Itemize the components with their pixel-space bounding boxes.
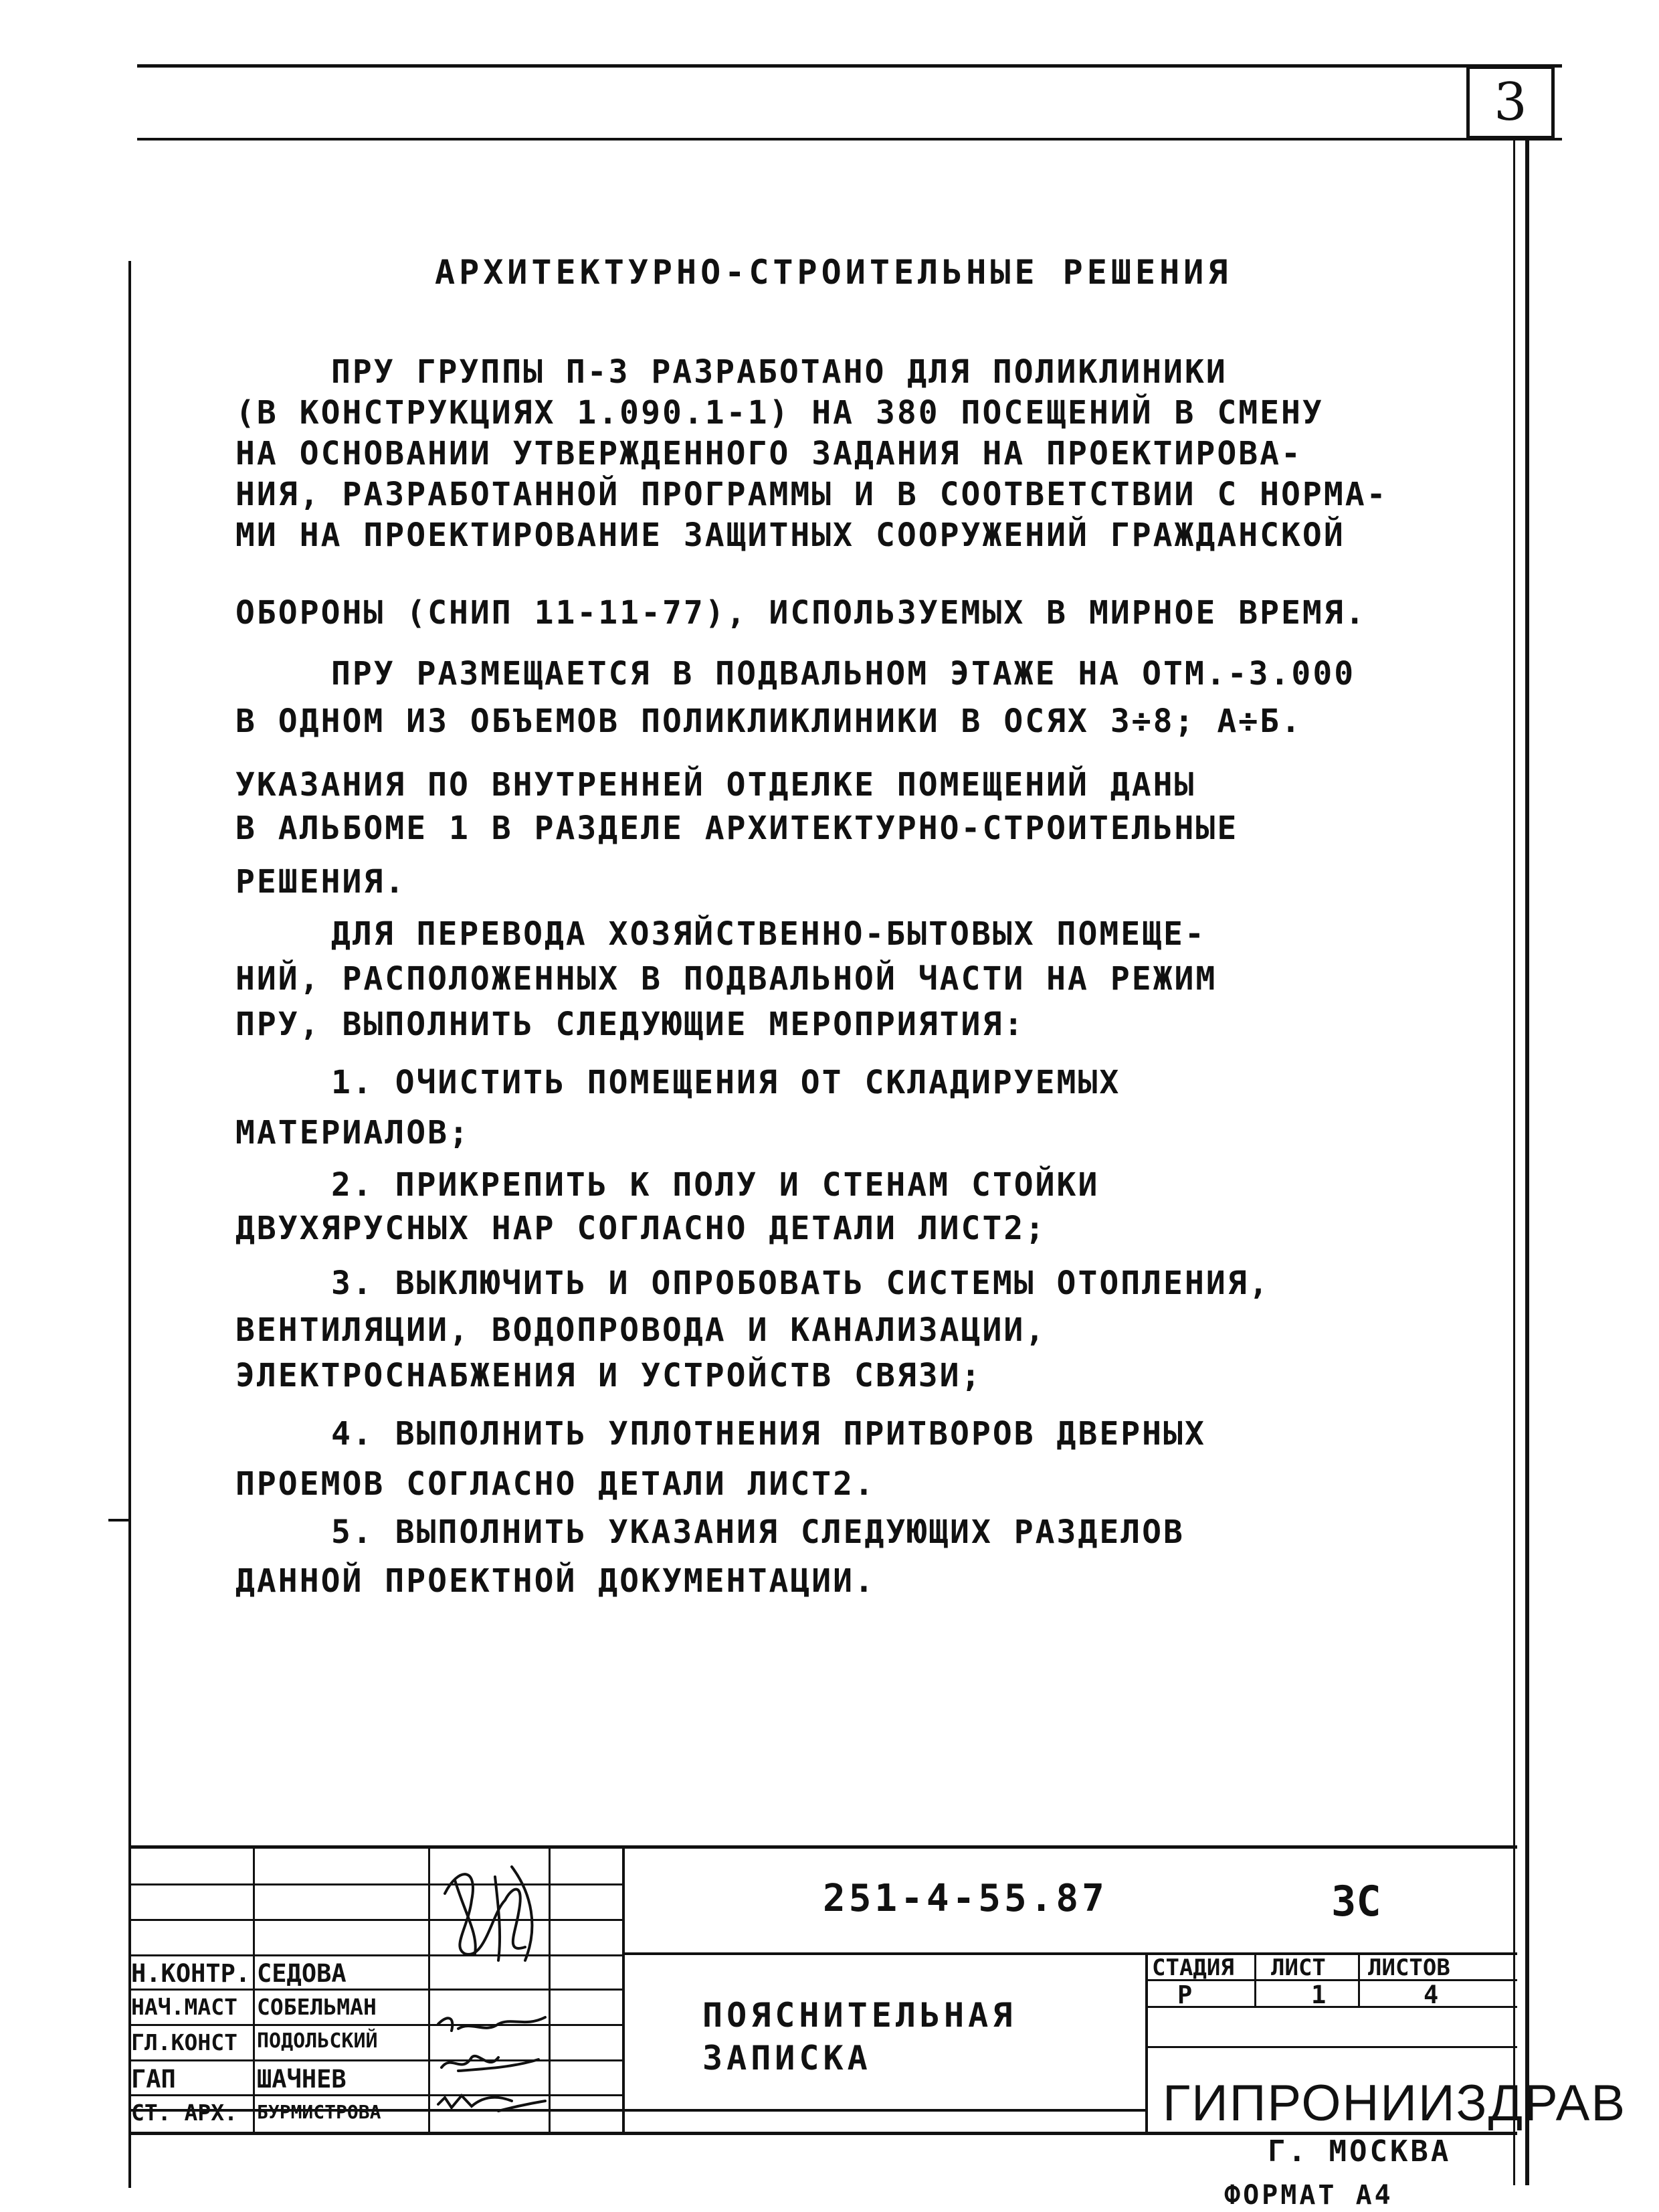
body-line: ПРОЕМОВ СОГЛАСНО ДЕТАЛИ ЛИСТ2.	[235, 1465, 876, 1503]
left-border	[128, 261, 131, 2188]
body-line: (В КОНСТРУКЦИЯХ 1.090.1-1) НА 380 ПОСЕЩЕНИЙ В СМЕНУ	[235, 394, 1324, 432]
body-line: 4. ВЫПОЛНИТЬ УПЛОТНЕНИЯ ПРИТВОРОВ ДВЕРНЫХ	[331, 1415, 1206, 1453]
body-line: ВЕНТИЛЯЦИИ, ВОДОПРОВОДА И КАНАЛИЗАЦИИ,	[235, 1311, 1047, 1349]
right-border-inner	[1513, 138, 1515, 2185]
body-line: НИЙ, РАСПОЛОЖЕННЫХ В ПОДВАЛЬНОЙ ЧАСТИ НА РЕЖИМ	[235, 960, 1217, 998]
stamp-name: СЕДОВА	[257, 1959, 347, 1988]
organization-name: ГИПРОНИИЗДРАВ	[1163, 2075, 1627, 2132]
body-line: 5. ВЫПОЛНИТЬ УКАЗАНИЯ СЛЕДУЮЩИХ РАЗДЕЛОВ	[331, 1513, 1185, 1551]
signature-burmistrova	[438, 2096, 545, 2111]
signature-sobelman	[455, 1867, 532, 1960]
body-line: ПРУ ГРУППЫ П-3 РАЗРАБОТАНО ДЛЯ ПОЛИКЛИНИКИ	[331, 353, 1228, 391]
stamp-role: Н.КОНТР.	[131, 1959, 251, 1988]
stamp-name: БУРМИСТРОВА	[257, 2101, 381, 2123]
body-line: НИЯ, РАЗРАБОТАННОЙ ПРОГРАММЫ И В СООТВЕТСТВИИ С НОРМА-	[235, 476, 1388, 513]
body-line: УКАЗАНИЯ ПО ВНУТРЕННЕЙ ОТДЕЛКЕ ПОМЕЩЕНИЙ ДАНЫ	[235, 766, 1196, 804]
body-line: 1. ОЧИСТИТЬ ПОМЕЩЕНИЯ ОТ СКЛАДИРУЕМЫХ	[331, 1064, 1121, 1101]
top-rule	[137, 64, 1562, 68]
body-line: ПРУ РАЗМЕЩАЕТСЯ В ПОДВАЛЬНОМ ЭТАЖЕ НА ОТМ.-3.000	[331, 655, 1356, 693]
document-type: ПОЯСНИТЕЛЬНАЯ ЗАПИСКА	[702, 1996, 1017, 2078]
stamp-name: ШАЧНЕВ	[257, 2065, 347, 2094]
sheets-value: 4	[1424, 1980, 1439, 2009]
stamp-role: ГАП	[131, 2065, 176, 2094]
body-line: МИ НА ПРОЕКТИРОВАНИЕ ЗАЩИТНЫХ СООРУЖЕНИЙ ГРАЖДАНСКОЙ	[235, 517, 1345, 554]
body-line: РЕШЕНИЯ.	[235, 863, 407, 901]
body-line: 3. ВЫКЛЮЧИТЬ И ОПРОБОВАТЬ СИСТЕМЫ ОТОПЛЕНИЯ,	[331, 1265, 1270, 1302]
stamp-role: ГЛ.КОНСТ	[131, 2029, 237, 2055]
document-code: 251-4-55.87	[823, 1877, 1108, 1920]
body-line: МАТЕРИАЛОВ;	[235, 1114, 470, 1151]
body-line: ПРУ, ВЫПОЛНИТЬ СЛЕДУЮЩИЕ МЕРОПРИЯТИЯ:	[235, 1006, 1026, 1043]
signatures	[431, 1853, 552, 2128]
body-line: В АЛЬБОМЕ 1 В РАЗДЕЛЕ АРХИТЕКТУРНО-СТРОИТЕЛЬНЫЕ	[235, 810, 1239, 847]
city: Г. МОСКВА	[1268, 2134, 1452, 2169]
stamp-name: ПОДОЛЬСКИЙ	[257, 2029, 378, 2053]
body-line: 2. ПРИКРЕПИТЬ К ПОЛУ И СТЕНАМ СТОЙКИ	[331, 1166, 1100, 1204]
body-line: В ОДНОМ ИЗ ОБЪЕМОВ ПОЛИКЛИКЛИНИКИ В ОСЯХ 3÷8; А÷Б.	[235, 703, 1302, 740]
sheet-value: 1	[1311, 1980, 1327, 2009]
stage-header: СТАДИЯ	[1152, 1954, 1234, 1981]
body-line: ДЛЯ ПЕРЕВОДА ХОЗЯЙСТВЕННО-БЫТОВЫХ ПОМЕЩЕ-	[331, 915, 1206, 953]
format-label: ФОРМАТ А4	[1224, 2180, 1393, 2211]
body-line: ДВУХЯРУСНЫХ НАР СОГЛАСНО ДЕТАЛИ ЛИСТ2;	[235, 1210, 1047, 1247]
stamp-role: НАЧ.МАСТ	[131, 1994, 237, 2020]
header-rule	[137, 138, 1562, 141]
stamp-role: СТ. АРХ.	[131, 2100, 237, 2126]
signature-shachnev	[442, 2056, 539, 2071]
body-line: ДАННОЙ ПРОЕКТНОЙ ДОКУМЕНТАЦИИ.	[235, 1562, 876, 1600]
sheets-header: ЛИСТОВ	[1368, 1954, 1450, 1981]
sheet-header: ЛИСТ	[1271, 1954, 1326, 1981]
page-number: 3	[1466, 66, 1555, 139]
signature-podolsky	[438, 2017, 545, 2031]
right-border	[1525, 138, 1529, 2185]
body-line: НА ОСНОВАНИИ УТВЕРЖДЕННОГО ЗАДАНИЯ НА ПРОЕКТИРОВА-	[235, 435, 1302, 472]
body-line: ЭЛЕКТРОСНАБЖЕНИЯ И УСТРОЙСТВ СВЯЗИ;	[235, 1357, 983, 1394]
left-tick	[108, 1519, 131, 1522]
stage-value: Р	[1177, 1980, 1193, 2009]
sheet-code: 3С	[1331, 1877, 1381, 1926]
page-title: АРХИТЕКТУРНО-СТРОИТЕЛЬНЫЕ РЕШЕНИЯ	[435, 253, 1232, 292]
stamp-name: СОБЕЛЬМАН	[257, 1994, 377, 2020]
body-line: ОБОРОНЫ (СНИП 11-11-77), ИСПОЛЬЗУЕМЫХ В МИРНОЕ ВРЕМЯ.	[235, 594, 1367, 632]
